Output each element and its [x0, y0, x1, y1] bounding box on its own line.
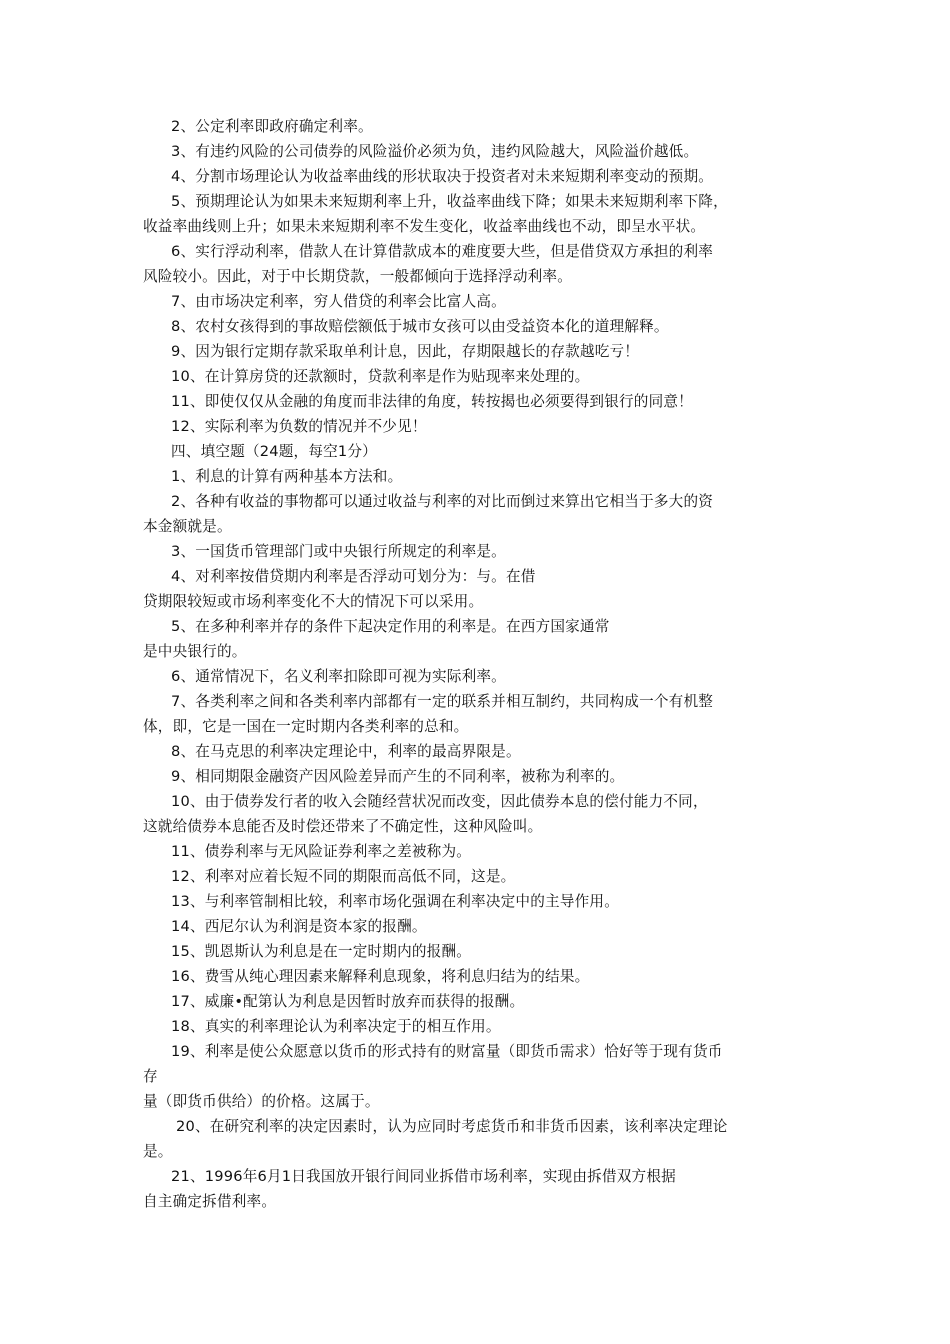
- fill-blank-item: 1、利息的计算有两种基本方法和。: [171, 468, 403, 485]
- fill-blank-item: 7、各类利率之间和各类利率内部都有一定的联系并相互制约，共同构成一个有机整: [171, 693, 714, 710]
- true-false-item: 7、由市场决定利率，穷人借贷的利率会比富人高。: [171, 293, 506, 310]
- true-false-item: 12、实际利率为负数的情况并不少见！: [171, 418, 427, 435]
- fill-blank-item-continuation: 是。: [143, 1143, 173, 1160]
- fill-blank-item-continuation: 是中央银行的。: [143, 643, 247, 660]
- fill-blank-item: 15、凯恩斯认为利息是在一定时期内的报酬。: [171, 943, 472, 960]
- true-false-item: 9、因为银行定期存款采取单利计息，因此，存期限越长的存款越吃亏！: [171, 343, 640, 360]
- fill-blank-item: 17、威廉•配第认为利息是因暂时放弃而获得的报酬。: [171, 993, 525, 1010]
- true-false-item: 3、有违约风险的公司债券的风险溢价必须为负，违约风险越大，风险溢价越低。: [171, 143, 699, 160]
- true-false-item: 11、即使仅仅从金融的角度而非法律的角度，转按揭也必须要得到银行的同意！: [171, 393, 693, 410]
- fill-blank-item-continuation: 量（即货币供给）的价格。这属于。: [143, 1093, 380, 1110]
- fill-blank-item: 6、通常情况下，名义利率扣除即可视为实际利率。: [171, 668, 506, 685]
- true-false-item: 4、分割市场理论认为收益率曲线的形状取决于投资者对未来短期利率变动的预期。: [171, 168, 714, 185]
- fill-blank-item-continuation: 本金额就是。: [143, 518, 232, 535]
- fill-blank-item-continuation: 体，即，它是一国在一定时期内各类利率的总和。: [143, 718, 469, 735]
- fill-blank-item: 5、在多种利率并存的条件下起决定作用的利率是。在西方国家通常: [171, 618, 610, 635]
- true-false-item-continuation: 收益率曲线则上升；如果未来短期利率不发生变化，收益率曲线也不动，即呈水平状。: [143, 218, 706, 235]
- true-false-item: 5、预期理论认为如果未来短期利率上升，收益率曲线下降；如果未来短期利率下降，: [171, 193, 728, 210]
- true-false-item: 8、农村女孩得到的事故赔偿额低于城市女孩可以由受益资本化的道理解释。: [171, 318, 669, 335]
- fill-blank-item: 10、由于债券发行者的收入会随经营状况而改变，因此债券本息的偿付能力不同，: [171, 793, 708, 810]
- fill-blank-item-continuation: 这就给债券本息能否及时偿还带来了不确定性，这种风险叫。: [143, 818, 543, 835]
- fill-blank-item: 20、在研究利率的决定因素时，认为应同时考虑货币和非货币因素，该利率决定理论: [176, 1118, 728, 1135]
- section-heading: 四、填空题（24题，每空1分）: [171, 443, 377, 460]
- fill-blank-item-continuation: 自主确定拆借利率。: [143, 1193, 277, 1210]
- fill-blank-item: 12、利率对应着长短不同的期限而高低不同，这是。: [171, 868, 516, 885]
- fill-blank-item: 19、利率是使公众愿意以货币的形式持有的财富量（即货币需求）恰好等于现有货币: [171, 1043, 723, 1060]
- fill-blank-item: 13、与利率管制相比较，利率市场化强调在利率决定中的主导作用。: [171, 893, 619, 910]
- true-false-item: 2、公定利率即政府确定利率。: [171, 118, 373, 135]
- fill-blank-item: 18、真实的利率理论认为利率决定于的相互作用。: [171, 1018, 501, 1035]
- fill-blank-item: 3、一国货币管理部门或中央银行所规定的利率是。: [171, 543, 506, 560]
- fill-blank-item: 2、各种有收益的事物都可以通过收益与利率的对比而倒过来算出它相当于多大的资: [171, 493, 714, 510]
- true-false-item: 6、实行浮动利率，借款人在计算借款成本的难度要大些，但是借贷双方承担的利率: [171, 243, 714, 260]
- fill-blank-item-continuation: 存: [143, 1068, 158, 1085]
- true-false-item: 10、在计算房贷的还款额时，贷款利率是作为贴现率来处理的。: [171, 368, 590, 385]
- fill-blank-item-continuation: 贷期限较短或市场利率变化不大的情况下可以采用。: [143, 593, 484, 610]
- fill-blank-item: 4、对利率按借贷期内利率是否浮动可划分为：与。在借: [171, 568, 536, 585]
- fill-blank-item: 8、在马克思的利率决定理论中，利率的最高界限是。: [171, 743, 521, 760]
- fill-blank-item: 11、债券利率与无风险证券利率之差被称为。: [171, 843, 472, 860]
- fill-blank-item: 16、费雪从纯心理因素来解释利息现象，将利息归结为的结果。: [171, 968, 590, 985]
- true-false-item-continuation: 风险较小。因此，对于中长期贷款，一般都倾向于选择浮动利率。: [143, 268, 573, 285]
- fill-blank-item: 14、西尼尔认为利润是资本家的报酬。: [171, 918, 427, 935]
- fill-blank-item: 9、相同期限金融资产因风险差异而产生的不同利率，被称为利率的。: [171, 768, 625, 785]
- fill-blank-item: 21、1996年6月1日我国放开银行间同业拆借市场利率，实现由拆借双方根据: [171, 1168, 676, 1185]
